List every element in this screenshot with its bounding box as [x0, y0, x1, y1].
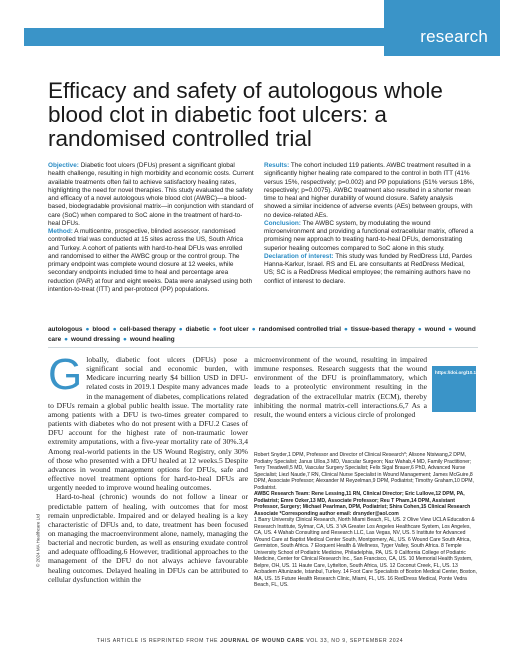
keyword: wound	[424, 326, 446, 333]
body-left-column	[48, 350, 248, 584]
keyword: cell-based therapy	[119, 326, 176, 333]
body-right-column	[254, 355, 427, 419]
body-paragraph	[48, 492, 248, 584]
footer-issue: VOL 33, NO 9, SEPTEMBER 2024	[306, 638, 404, 644]
keyword: tissue-based therapy	[350, 326, 415, 333]
keyword-separator: ●	[417, 326, 422, 333]
body-paragraph-2: Hard-to-heal (chronic) wounds do not follow a linear or predictable pattern of healing, with outcomes that for most remain unpredictable. Impaired and or delayed healing is a key characteristic of DFUs and, to date, treatment has been focused on managing the macroenvironment alone, namely, managing the bacterial and necrotic burden, as well as ensuring exudate control and adequate offloading.6 However, traditional approaches to the management of the DFU do not always achieve favourable healing outcomes. Delayed healing in DFUs can be attributed to cellular dysfunction within the	[48, 492, 248, 584]
research-team: AWBC Research Team: Rene Lessing,11 RN, Clinical Director; Eric Lullove,12 DPM, PA, Podiatrist; Emre Ozker,13 MD, Associate Professor; Reu T Pham,14 DPM, Assistant Professor, Surgery; Michael Pearlman, DPM, Podiatrist; Shira Cohen,15 Clinical Research Associate *Corresponding author email: drsnyder@aol.com	[254, 491, 471, 517]
section-label: research	[420, 27, 488, 46]
keyword: diabetic	[185, 326, 210, 333]
keyword-list	[48, 325, 478, 345]
author-list: Robert Snyder,1 DPM, Professor and Director of Clinical Research*; Alisone Ntsiwang,2 DPM, Podiatry Specialist; Janus Ulloa,3 MD, Vascular Surgeon; Naz Wahab,4 MD, Family Practitioner; Terry Treadwell,5 MD, Vascular Surgery Specialist; Felix Sigal Brauer,6 PhD, Advanced Nurse Specialist; Liezl Naude,7 RN, Clinical Nurse Specialist in Wound Management; James McGuire,8 DPM, Associate Professor; Alexander M Reyzelman,9 DPM, Podiatrist; Timothy Graham,10 DPM, Podiatrist.	[254, 452, 474, 491]
conclusion-label: Conclusion:	[264, 219, 301, 227]
keyword-separator: ●	[85, 326, 90, 333]
copyright-text: © 2024 MA Healthcare Ltd	[35, 514, 41, 567]
abstract-right-column	[264, 162, 476, 286]
declaration-text: This study was funded by RedDress Ltd, Pardes Hanna-Karkur, Israel. RS and EL are consultants at RedDress Medical, US; SC is a RedDress Medical employee; the remaining authors have no conflict of interest to declare.	[264, 252, 473, 285]
keyword: foot ulcer	[219, 326, 249, 333]
footer-prefix: THIS ARTICLE IS REPRINTED FROM THE	[96, 638, 219, 644]
footer-journal: JOURNAL OF WOUND CARE	[220, 638, 305, 644]
keyword: blood	[92, 326, 110, 333]
objective-label: Objective:	[48, 162, 79, 169]
body-paragraph-3: microenvironment of the wound, resulting in impaired immune responses. Research suggests that the wound environment of the DFU is proinflammatory, which leads to a proteolytic environment resulting in the degradation of the extracellular matrix (ECM), thereby inhibiting the normal matrix-cell interactions.6,7 As a result, the wound enters a vicious circle of prolonged	[254, 355, 427, 419]
affiliations: 1 Barry University Clinical Research, North Miami Beach, FL, US. 2 Olive View UCLA Education & Research Institute, Sylmar, CA, US. 3 VA Greater Los Angeles Healthcare System, Los Angeles, CA, US. 4 Wahab Consulting and Research LLC, Las Vegas, NV, US. 5 Institute for Advanced Wound Care at Baptist Medical Center South, Montgomery, AL, US. 6 Wound Care South Africa, Germiston, South Africa. 7 Eloquent Health & Wellness, Tyger Valley, South Africa. 8 Temple University School of Podiatric Medicine, Philadelphia, PA, US. 9 California College of Podiatric Medicine, Center for Clinical Research Inc., San Francisco, CA, US. 10 Memorial Health System, Belpre, OH, US. 11 Haute Care, Lyttelton, South Africa, US. 12 Coconut Creek, FL, US. 13 Acıbadem Altunizade, Istanbul, Turkey. 14 Foot Care Specialists of Boston Medical Center, Boston, MA, US. 15 Future Health Research Clinic, Miami, FL, US. 16 RedDress Medical, Ponte Vedra Beach, FL, US.	[254, 517, 478, 588]
page-footer	[0, 638, 500, 644]
article-title: Efficacy and safety of autologous whole blood clot in diabetic foot ulcers: a randomised controlled trial	[48, 78, 443, 151]
body-paragraph-1: lobally, diabetic foot ulcers (DFUs) pose a significant social and economic burden, with Medicare incurring nearly $4 billion USD in DFU-related costs in 2019.1 Despite many advances made in the management of diabetes, complications related to DFUs remain a global public health issue. The mortality rate among patients with a DFU is two-times greater compared to patients with diabetes who do not present with a DFU.2 Cases of DFU account for the highest rate of non-traumatic lower extremity amputations, with a five-year mortality rate of 30%.3,4 Among real-world patients in the US Wound Registry, only 30% of those who presented with a DFU healed at 12 weeks.5 Despite advances in wound management options for DFUs, safe and effective novel treatment options for hard-to-heal DFUs are urgently needed to improve wound healing outcomes.	[48, 355, 248, 493]
declaration-label: Declaration of interest:	[264, 252, 334, 260]
method-text: A multicentre, prospective, blinded assessor, randomised controlled trial was conducted at 15 sites across the US, South Africa and Turkey. A cohort of patients with hard-to-heal DFUs was enrolled and randomised to either the AWBC group or the control group. The primary endpoint was complete wound closure at 12 weeks, while secondary endpoints included time to heal and percentage area reduction (PAR) at four and eight weeks. Data were analysed using both intention-to-treat (ITT) and per-protocol (PP) populations.	[48, 228, 253, 293]
abstract-declaration	[264, 253, 476, 286]
abstract-objective	[48, 162, 254, 228]
objective-text: Diabetic foot ulcers (DFUs) present a significant global health challenge, resulting in high morbidity and economic costs. Current available treatments often fail to achieve satisfactory healing rates, highlighting the need for novel therapies. This study evaluated the safety and efficacy of a novel autologous whole blood clot (AWBC)—a blood-based, biodegradable provisional matrix—in conjunction with standard of care (SoC) when compared to SoC alone in the treatment of hard-to-heal DFUs.	[48, 162, 254, 227]
drop-cap: G	[48, 350, 83, 399]
keyword-separator: ●	[64, 336, 69, 343]
section-header-bar	[0, 0, 500, 56]
keyword-separator: ●	[344, 326, 348, 333]
results-text: The cohort included 119 patients. AWBC treatment resulted in a significantly higher healing rate compared to the control in both ITT (41% versus 15%, respectively; p=0.002) and PP populations (51% versus 18%, respectively; p=0.0075). AWBC treatment also resulted in a shorter mean time to heal and higher durability of wound closure. Safety analysis showed a similar incidence of adverse events (AEs) between groups, with no device-related AEs.	[264, 162, 475, 219]
divider	[48, 347, 478, 348]
abstract-method	[48, 228, 254, 294]
copyright-notice	[34, 480, 42, 610]
doi-link[interactable]: https://doi.org/10.12968/jowc.2024.0195	[432, 366, 476, 412]
abstract-conclusion	[264, 220, 476, 253]
keyword: wound healing	[129, 336, 175, 343]
abstract-results	[264, 162, 476, 220]
keyword: wound dressing	[71, 336, 121, 343]
body-paragraph	[48, 350, 248, 493]
results-label: Results:	[264, 162, 290, 169]
keyword-separator: ●	[123, 336, 127, 343]
conclusion-text: The AWBC system, by modulating the wound microenvironment and providing a functional extracellular matrix, offered a promising new approach to treating hard-to-heal DFUs, demonstrating superior healing outcomes compared to SoC alone in this study.	[264, 219, 474, 252]
keyword: wound care	[48, 326, 476, 343]
keyword-separator: ●	[448, 326, 453, 333]
method-label: Method:	[48, 228, 73, 235]
author-block	[254, 452, 478, 589]
keyword-separator: ●	[212, 326, 217, 333]
keyword-separator: ●	[178, 326, 183, 333]
abstract-left-column	[48, 162, 254, 294]
keyword: autologous	[48, 326, 83, 333]
keyword: randomised controlled trial	[258, 326, 341, 333]
keyword-separator: ●	[112, 326, 117, 333]
keyword-separator: ●	[251, 326, 256, 333]
